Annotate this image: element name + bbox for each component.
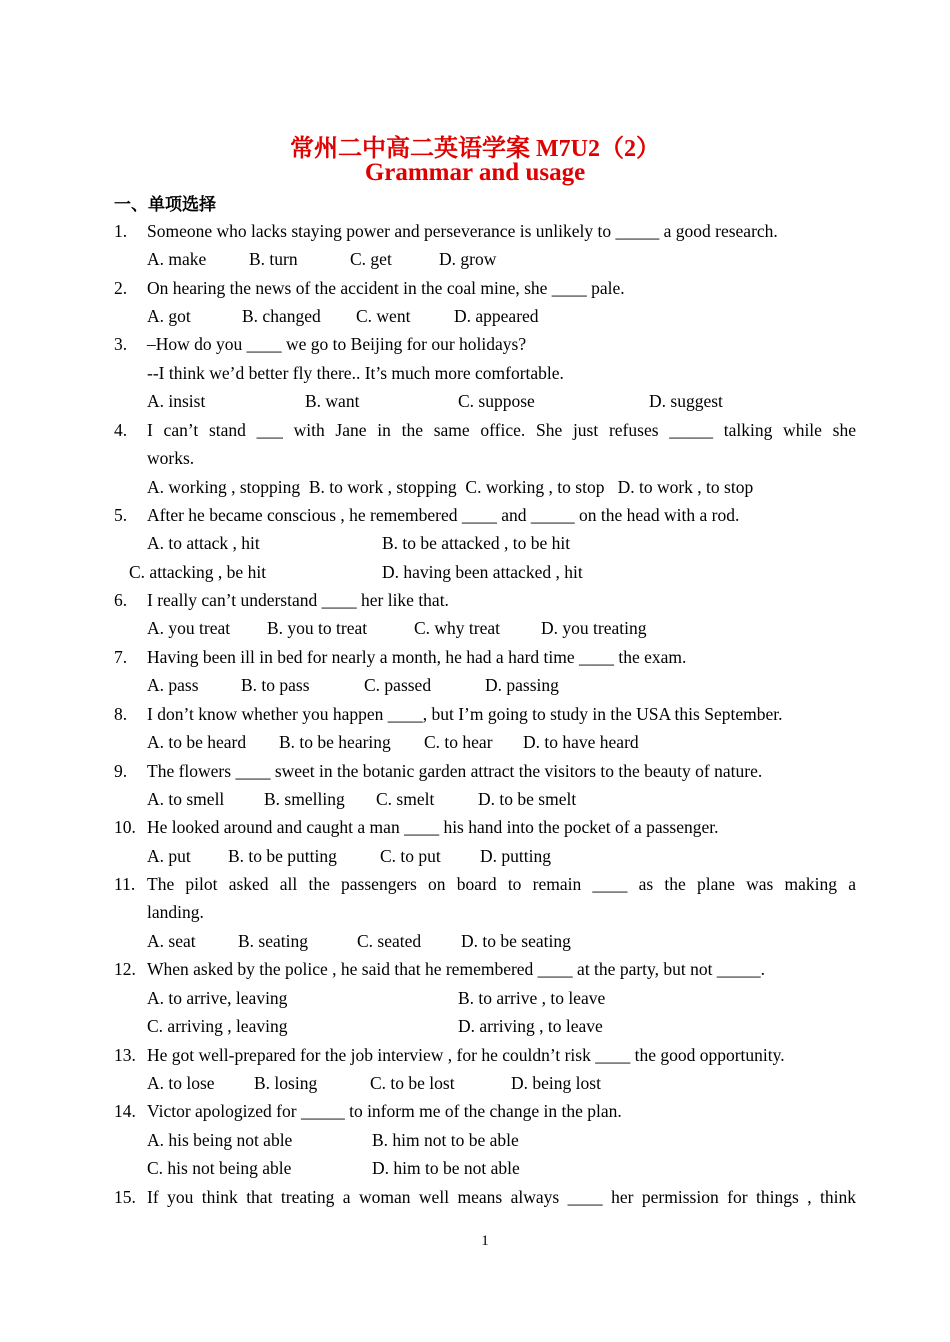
question-number: 14. [114, 1101, 136, 1121]
question-stem: I can’t stand ___ with Jane in the same office. She just refuses _____ talking while she [147, 420, 856, 440]
question-number: 1. [114, 221, 128, 241]
document-title: 常州二中高二英语学案 M7U2（2） [290, 136, 660, 162]
option-a: A. to lose [147, 1073, 215, 1093]
option-d: D. you treating [541, 618, 647, 638]
option-d: D. to have heard [523, 732, 639, 752]
question-stem: Victor apologized for _____ to inform me of the change in the plan. [147, 1101, 622, 1121]
page-number: 1 [481, 1233, 489, 1249]
document-subtitle: Grammar and usage [364, 159, 586, 186]
question-number: 6. [114, 590, 128, 610]
option-c: C. to be lost [370, 1073, 455, 1093]
option-d: D. being lost [511, 1073, 601, 1093]
option-d: D. to be smelt [478, 789, 577, 809]
option-list: A. working , stopping B. to work , stopping C. working , to stop D. to work , to stop [147, 477, 754, 497]
question-stem: If you think that treating a woman well means always ____ her permission for things , think [147, 1187, 856, 1207]
option-d: D. putting [480, 846, 551, 866]
question-number: 13. [114, 1045, 136, 1065]
option-a: A. to attack , hit [147, 533, 260, 553]
question-stem: The pilot asked all the passengers on board to remain ____ as the plane was making a [147, 874, 856, 894]
question-stem: He looked around and caught a man ____ his hand into the pocket of a passenger. [147, 817, 719, 837]
option-b: B. smelling [264, 789, 345, 809]
option-c: C. arriving , leaving [147, 1016, 288, 1036]
question-number: 12. [114, 959, 136, 979]
option-a: A. to be heard [147, 732, 247, 752]
option-b: B. to be hearing [279, 732, 391, 752]
option-d: D. passing [485, 675, 559, 695]
question-stem: I don’t know whether you happen ____, but I’m going to study in the USA this September. [147, 704, 783, 724]
question-number: 4. [114, 420, 128, 440]
question-stem-continued: works. [147, 448, 195, 468]
question-number: 7. [114, 647, 128, 667]
question-stem: The flowers ____ sweet in the botanic garden attract the visitors to the beauty of nature. [147, 761, 763, 781]
question-number: 3. [114, 334, 128, 354]
question-number: 11. [114, 874, 136, 894]
option-c: C. went [356, 306, 411, 326]
option-d: D. to be seating [461, 931, 571, 951]
option-d: D. him to be not able [372, 1158, 520, 1178]
question-stem-continued: landing. [147, 902, 204, 922]
option-d: D. grow [439, 249, 497, 269]
option-c: C. seated [357, 931, 422, 951]
option-b: B. turn [249, 249, 298, 269]
question-stem: On hearing the news of the accident in the coal mine, she ____ pale. [147, 278, 625, 298]
question-number: 9. [114, 761, 128, 781]
option-c: C. to put [380, 846, 441, 866]
option-b: B. want [305, 391, 360, 411]
option-a: A. seat [147, 931, 196, 951]
option-c: C. smelt [376, 789, 435, 809]
option-b: B. to arrive , to leave [458, 988, 606, 1008]
question-number: 5. [114, 505, 128, 525]
option-a: A. you treat [147, 618, 231, 638]
option-d: D. arriving , to leave [458, 1016, 603, 1036]
question-number: 2. [114, 278, 128, 298]
option-b: B. him not to be able [372, 1130, 519, 1150]
option-c: C. to hear [424, 732, 493, 752]
option-a: A. to arrive, leaving [147, 988, 288, 1008]
question-number: 8. [114, 704, 128, 724]
question-stem: He got well-prepared for the job interview , for he couldn’t risk ____ the good opportunity. [147, 1045, 785, 1065]
option-d: D. having been attacked , hit [382, 562, 583, 582]
question-stem: –How do you ____ we go to Beijing for our holidays? [147, 334, 527, 354]
option-a: A. pass [147, 675, 199, 695]
option-d: D. appeared [454, 306, 539, 326]
option-a: A. got [147, 306, 191, 326]
option-c: C. passed [364, 675, 432, 695]
section-heading: 一、单项选择 [114, 195, 216, 214]
question-stem: When asked by the police , he said that he remembered ____ at the party, but not _____. [147, 959, 765, 979]
option-c: C. his not being able [147, 1158, 292, 1178]
option-b: B. changed [242, 306, 321, 326]
option-b: B. seating [238, 931, 308, 951]
option-b: B. to be attacked , to be hit [382, 533, 571, 553]
option-a: A. to smell [147, 789, 225, 809]
option-c: C. why treat [414, 618, 501, 638]
question-stem: Having been ill in bed for nearly a month, he had a hard time ____ the exam. [147, 647, 687, 667]
question-stem: I really can’t understand ____ her like that. [147, 590, 449, 610]
question-number: 15. [114, 1187, 136, 1207]
option-a: A. make [147, 249, 207, 269]
option-b: B. losing [254, 1073, 318, 1093]
question-stem: After he became conscious , he remembered ____ and _____ on the head with a rod. [147, 505, 740, 525]
option-b: B. to be putting [228, 846, 337, 866]
question-number: 10. [114, 817, 136, 837]
option-d: D. suggest [649, 391, 723, 411]
option-c: C. suppose [458, 391, 535, 411]
option-c: C. attacking , be hit [129, 562, 267, 582]
option-b: B. to pass [241, 675, 310, 695]
option-a: A. his being not able [147, 1130, 293, 1150]
question-stem: Someone who lacks staying power and perseverance is unlikely to _____ a good research. [147, 221, 778, 241]
option-a: A. put [147, 846, 191, 866]
option-c: C. get [350, 249, 392, 269]
question-stem-continued: --I think we’d better fly there.. It’s much more comfortable. [147, 363, 564, 383]
option-a: A. insist [147, 391, 206, 411]
option-b: B. you to treat [267, 618, 368, 638]
